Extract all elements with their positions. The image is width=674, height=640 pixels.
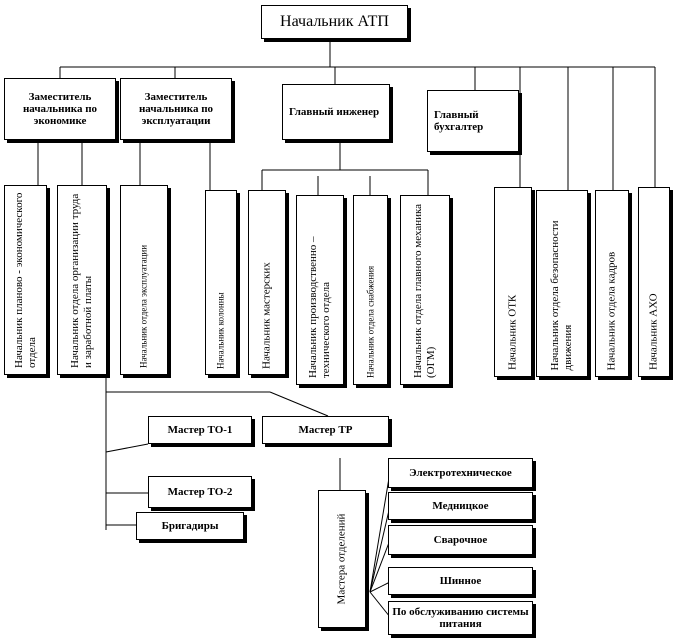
section-fuel-system-label: По обслуживанию системы питания <box>392 606 529 630</box>
sections-master-label: Мастера отделений <box>335 513 348 605</box>
deputy-economics-label: Заместитель начальника по экономике <box>22 91 98 127</box>
master-to1-label: Мастер ТО-1 <box>167 424 233 436</box>
master-to2-box <box>148 476 252 508</box>
dept-otk-box <box>494 187 532 377</box>
dept-production-label: Начальник производственно – технического отдела <box>307 236 332 378</box>
chief-accountant-label: Главный бухгалтер <box>434 109 484 133</box>
foremen-label: Бригадиры <box>161 520 219 532</box>
dept-labor-label: Начальник отдела организации труда и заработной платы <box>69 193 94 368</box>
head-box <box>261 5 408 39</box>
chief-engineer-label: Главный инженер <box>289 106 380 118</box>
section-electrical-box <box>388 458 533 488</box>
dept-production-box <box>296 195 344 385</box>
deputy-economics-box <box>4 78 116 140</box>
section-tire-box <box>388 567 533 595</box>
dept-planning-label: Начальник планово - экономического отдела <box>12 192 38 368</box>
section-welding-label: Сварочное <box>433 534 488 546</box>
section-tire-label: Шинное <box>439 575 482 587</box>
section-electrical-label: Электротехническое <box>409 467 512 479</box>
dept-traffic-safety-box <box>536 190 588 377</box>
dept-workshops-label: Начальник мастерских <box>260 261 273 369</box>
deputy-operations-box <box>120 78 232 140</box>
section-copper-label: Медницкое <box>432 500 489 512</box>
dept-planning-box <box>4 185 47 375</box>
sections-master-box <box>318 490 366 628</box>
section-welding-box <box>388 525 533 555</box>
dept-aho-label: Начальник АХО <box>647 293 660 370</box>
head-label: Начальник АТП <box>280 13 389 30</box>
dept-exploitation-box <box>120 185 168 375</box>
chief-accountant-box <box>427 90 519 152</box>
dept-column-box <box>205 190 237 375</box>
dept-personnel-box <box>595 190 629 377</box>
dept-traffic-safety-label: Начальник отдела безопасности движения <box>549 219 574 370</box>
dept-column-label: Начальник колонны <box>215 291 226 369</box>
foremen-box <box>136 512 244 540</box>
master-to2-label: Мастер ТО-2 <box>167 486 233 498</box>
dept-otk-label: Начальник ОТК <box>506 294 519 370</box>
dept-aho-box <box>638 187 670 377</box>
section-fuel-system-box <box>388 601 533 635</box>
dept-supply-box <box>353 195 388 385</box>
master-tr-box <box>262 416 389 444</box>
master-tr-label: Мастер ТР <box>298 424 353 436</box>
master-to1-box <box>148 416 252 444</box>
section-copper-box <box>388 492 533 520</box>
chief-engineer-box <box>282 84 390 140</box>
dept-supply-label: Начальник отдела снабжения <box>365 265 375 378</box>
dept-personnel-label: Начальник отдела кадров <box>605 251 618 370</box>
dept-chief-mechanic-label: Начальник отдела главного механика (ОГМ) <box>412 203 437 378</box>
dept-chief-mechanic-box <box>400 195 450 385</box>
dept-workshops-box <box>248 190 286 375</box>
dept-labor-box <box>57 185 107 375</box>
deputy-operations-label: Заместитель начальника по эксплуатации <box>138 91 214 127</box>
dept-exploitation-label: Начальник отдела эксплуатации <box>138 244 149 368</box>
